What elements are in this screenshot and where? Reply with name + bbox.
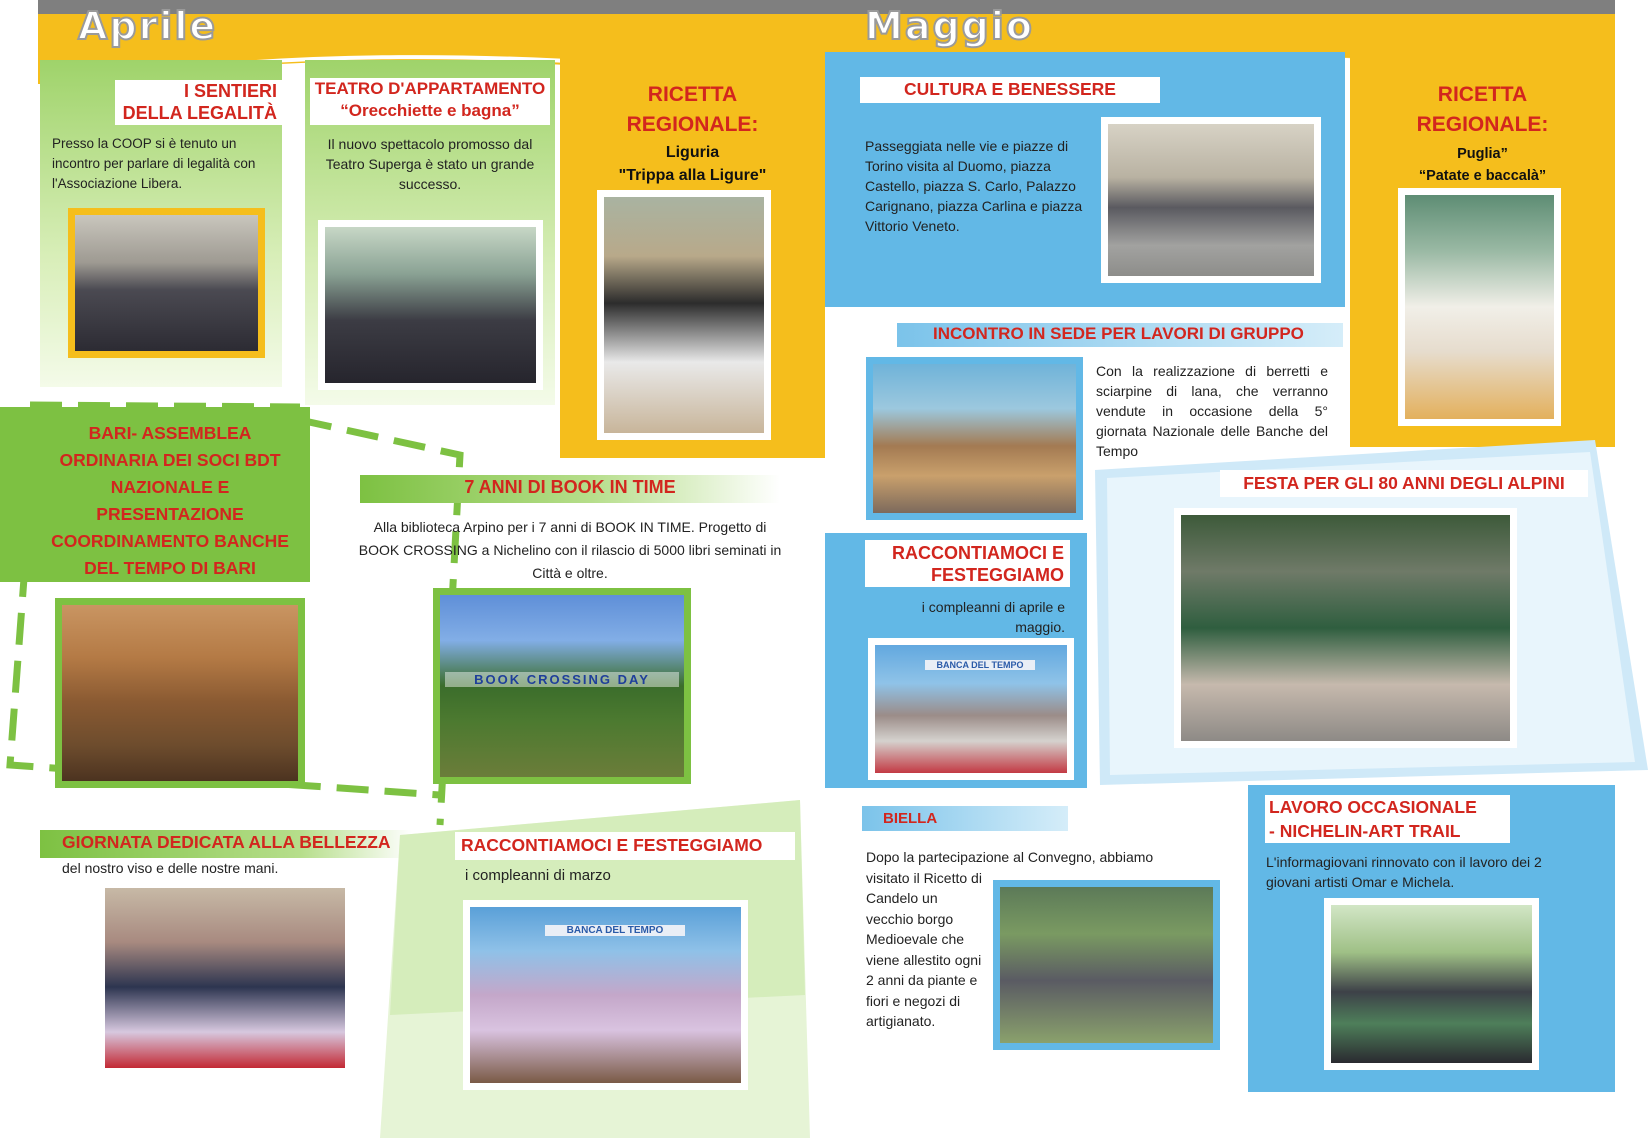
biella-title: BIELLA	[883, 810, 938, 827]
festa-title: FESTA PER GLI 80 ANNI DEGLI ALPINI	[1220, 470, 1588, 497]
teatro-title: TEATRO D'APPARTAMENTO “Orecchiette e bagna”	[310, 78, 550, 125]
biella-paragraph: Dopo la partecipazione al Convegno, abbiamo visitato il Ricetto di Candelo un vecchio borgo Medioevale che viene allestito ogni 2 anni da piante e fiori e negozi di artigianato.	[866, 849, 1154, 1029]
ricetta-aprile-title: RICETTA REGIONALE:	[626, 83, 759, 136]
raccontiamoci-marzo-banner: BANCA DEL TEMPO	[545, 925, 685, 936]
cultura-title: CULTURA E BENESSERE	[860, 77, 1160, 103]
book-text: Alla biblioteca Arpino per i 7 anni di BOOK IN TIME. Progetto di BOOK CROSSING a Nichelino con il rilascio di 5000 libri seminati in Città e oltre.	[358, 519, 782, 581]
bellezza-title: GIORNATA DEDICATA ALLA BELLEZZA	[62, 832, 391, 852]
raccontiamoci-maggio-text: i compleanni di aprile e maggio.	[921, 599, 1065, 635]
cultura-text: Passeggiata nelle vie e piazze di Torino visita al Duomo, piazza Castello, piazza S. Carlo, Palazzo Carignano, piazza Carlina e piazza Vittorio Veneto.	[865, 138, 1083, 234]
bari-title: BARI- ASSEMBLEA ORDINARIA DEI SOCI BDT NAZIONALE E PRESENTAZIONE COORDINAMENTO BANCHE DEL TEMPO DI BARI	[51, 423, 289, 578]
ricetta-maggio-photo	[1398, 188, 1561, 426]
teatro-photo	[318, 220, 543, 390]
month-title-may: Maggio	[865, 4, 1034, 48]
raccontiamoci-maggio-banner: BANCA DEL TEMPO	[925, 660, 1035, 670]
biella-float-block	[986, 885, 1176, 1065]
lavoro-text: L'informagiovani rinnovato con il lavoro dei 2 giovani artisti Omar e Michela.	[1266, 854, 1542, 890]
raccontiamoci-marzo-text: i compleanni di marzo	[465, 867, 611, 884]
lavoro-title: LAVORO OCCASIONALE - NICHELIN-ART TRAIL	[1265, 795, 1510, 843]
bellezza-text: del nostro viso e delle nostre mani.	[62, 860, 279, 876]
incontro-title: INCONTRO IN SEDE PER LAVORI DI GRUPPO	[933, 324, 1304, 343]
incontro-photo	[866, 357, 1083, 520]
book-photo-caption: BOOK CROSSING DAY	[445, 672, 679, 687]
ricetta-aprile-photo	[597, 190, 771, 440]
biella-text	[866, 847, 1176, 1065]
bellezza-photo	[105, 888, 345, 1068]
sentieri-photo	[68, 208, 265, 358]
book-title: 7 ANNI DI BOOK IN TIME	[464, 477, 676, 497]
incontro-text: Con la realizzazione di berretti e sciarpine di lana, che verranno vendute in occasione della 5° giornata Nazionale delle Banche del Tempo	[1096, 363, 1328, 459]
cultura-photo	[1101, 117, 1321, 283]
bari-photo	[55, 598, 305, 788]
festa-photo	[1174, 508, 1517, 748]
top-gray-strip	[38, 0, 1615, 14]
teatro-text: Il nuovo spettacolo promosso dal Teatro Superga è stato un grande successo.	[325, 136, 535, 192]
raccontiamoci-maggio-title: RACCONTIAMOCI E FESTEGGIAMO	[865, 540, 1070, 587]
lavoro-photo	[1324, 898, 1539, 1070]
month-title-april: Aprile	[78, 4, 218, 48]
raccontiamoci-marzo-title: RACCONTIAMOCI E FESTEGGIAMO	[455, 832, 795, 860]
ricetta-maggio-title: RICETTA REGIONALE:	[1416, 83, 1549, 136]
ricetta-aprile-dish: Liguria "Trippa alla Ligure"	[618, 144, 767, 184]
sentieri-title: I SENTIERI DELLA LEGALITÀ	[115, 80, 285, 125]
sentieri-text: Presso la COOP si è tenuto un incontro per parlare di legalità con l'Associazione Libera.	[52, 136, 256, 191]
ricetta-maggio-dish: Puglia” “Patate e baccalà”	[1418, 146, 1547, 184]
